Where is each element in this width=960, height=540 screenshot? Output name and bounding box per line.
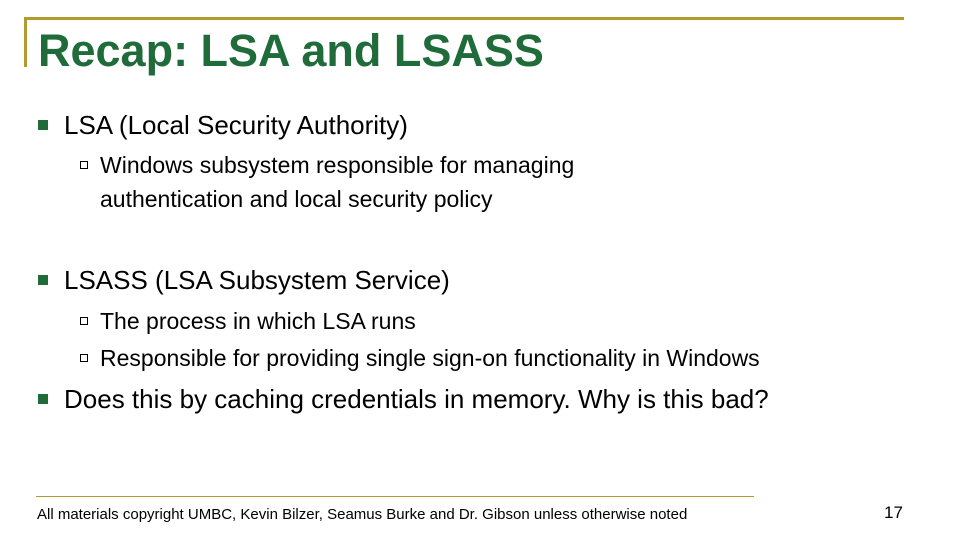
checkbox-bullet-icon [80,354,88,362]
checkbox-bullet-icon [80,317,88,325]
page-number: 17 [884,503,903,522]
bullet-text: LSA (Local Security Authority) [64,110,408,140]
sub-bullet-text: Responsible for providing single sign-on functionality in Windows [100,345,760,371]
bullet-text: Does this by caching credentials in memory. Why is this bad? [64,384,769,414]
checkbox-bullet-icon [80,161,88,169]
sub-bullet-text-line-2: authentication and local security policy [100,186,493,212]
sub-bullet-text: The process in which LSA runs [100,308,416,334]
square-bullet-icon [38,275,48,285]
footer-copyright: All materials copyright UMBC, Kevin Bilzer, Seamus Burke and Dr. Gibson unless otherwise noted [37,506,688,523]
sub-bullet-text-line-1: Windows subsystem responsible for managing [100,152,575,178]
title-frame-top-line [24,17,904,20]
title-frame-left-line [24,17,27,67]
square-bullet-icon [38,394,48,404]
bullet-text: LSASS (LSA Subsystem Service) [64,265,450,295]
slide-title: Recap: LSA and LSASS [38,25,544,76]
square-bullet-icon [38,120,48,130]
footer-divider [36,496,754,497]
